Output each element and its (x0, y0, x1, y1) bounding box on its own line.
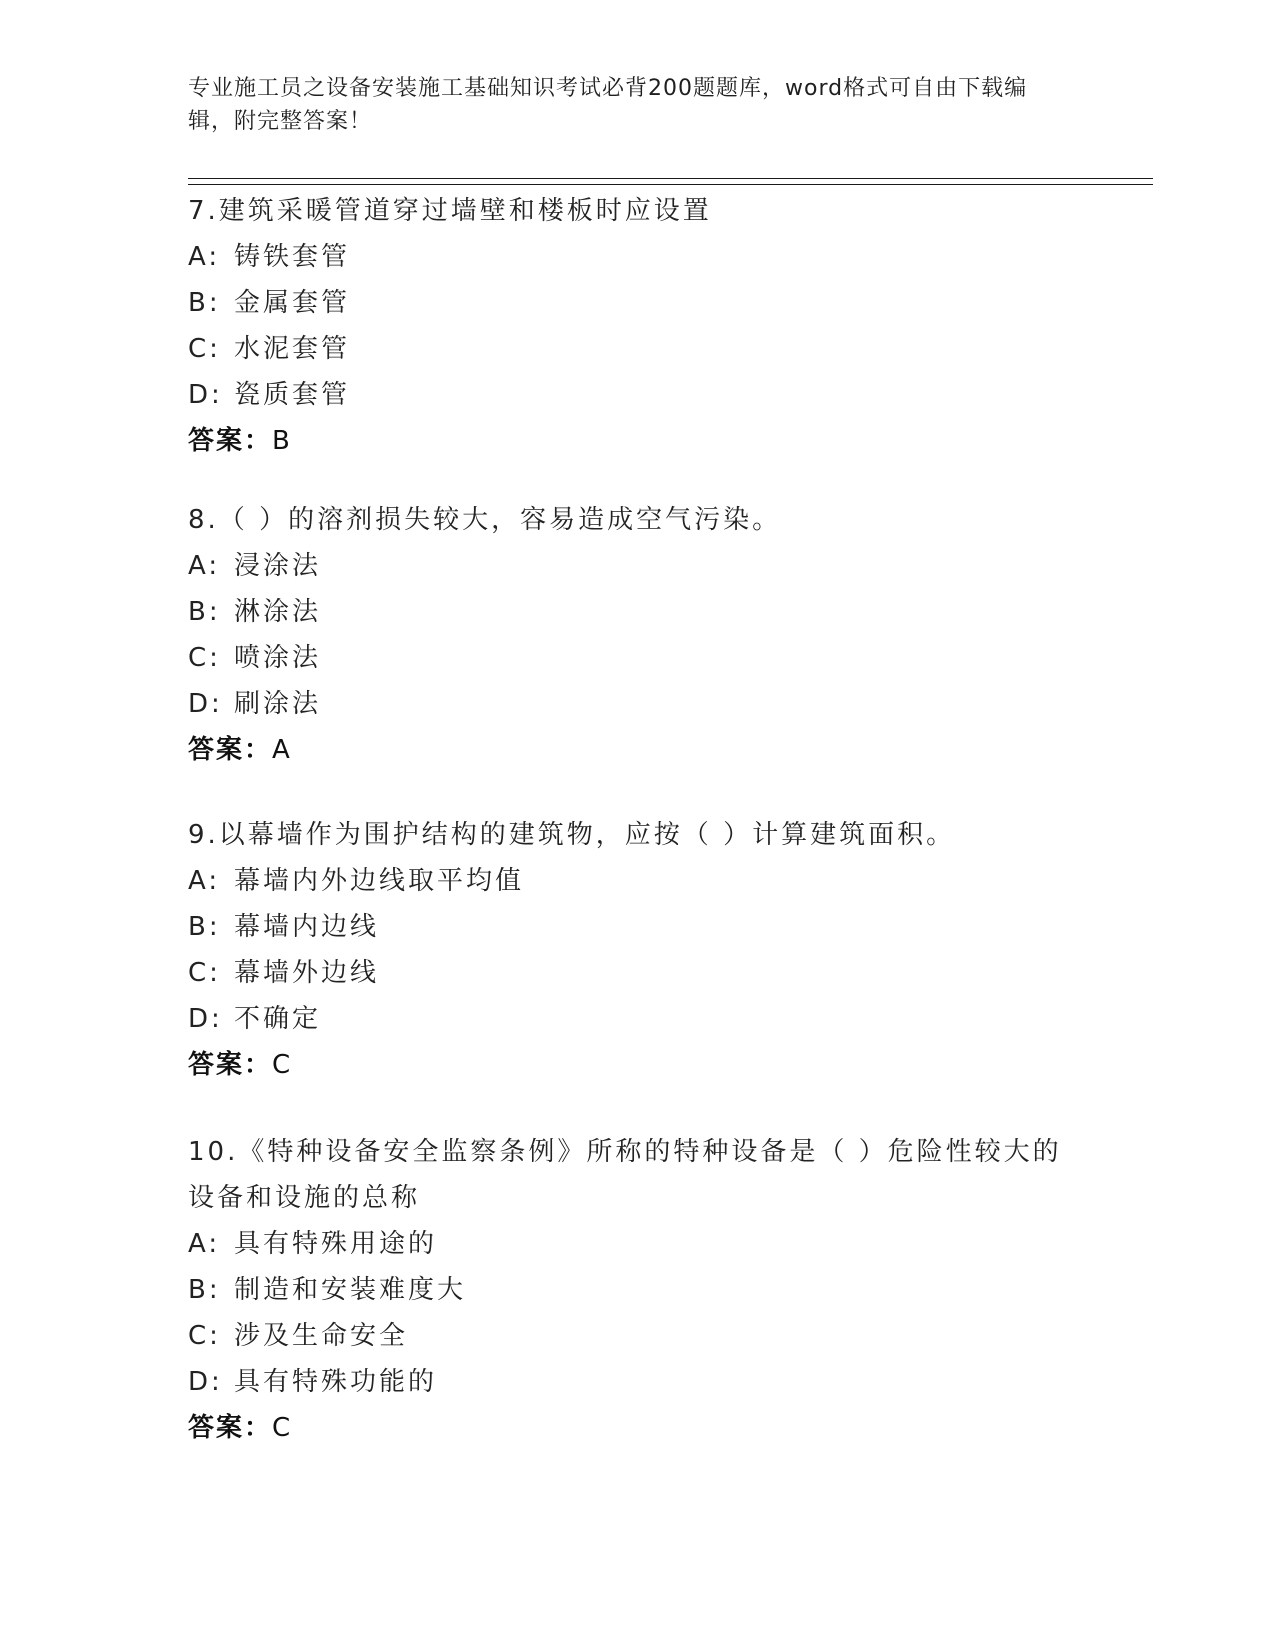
option-letter: D: (188, 380, 223, 410)
answer-line (188, 418, 1088, 464)
option-text: 具有特殊用途的 (234, 1229, 438, 1259)
answer-line (188, 727, 1088, 773)
answer-value: A (272, 735, 292, 765)
option-a (188, 543, 1088, 589)
question-block-7 (188, 188, 1088, 464)
option-text: 具有特殊功能的 (234, 1367, 438, 1397)
question-block-10 (188, 1129, 1068, 1451)
answer-line (188, 1405, 1068, 1451)
option-letter: C: (188, 1321, 221, 1351)
question-stem: 7.建筑采暖管道穿过墙壁和楼板时应设置 (188, 196, 712, 226)
option-letter: C: (188, 643, 221, 673)
option-a (188, 1221, 1068, 1267)
answer-label: 答案： (188, 426, 273, 456)
answer-label: 答案： (188, 1413, 273, 1443)
option-letter: D: (188, 689, 223, 719)
question-stem: 10.《特种设备安全监察条例》所称的特种设备是（ ）危险性较大的设备和设施的总称 (188, 1137, 1062, 1213)
option-text: 涉及生命安全 (234, 1321, 409, 1351)
answer-value: C (272, 1413, 293, 1443)
option-b (188, 589, 1088, 635)
option-text: 淋涂法 (234, 597, 322, 627)
document-header: 专业施工员之设备安装施工基础知识考试必背200题题库，word格式可自由下载编辑，附完整答案！ (188, 76, 1028, 134)
option-letter: B: (188, 1275, 221, 1305)
question-block-8 (188, 497, 1088, 773)
option-c (188, 635, 1088, 681)
option-b (188, 1267, 1068, 1313)
question-stem: 8.（ ）的溶剂损失较大，容易造成空气污染。 (188, 505, 782, 535)
answer-label: 答案： (188, 735, 273, 765)
option-text: 喷涂法 (234, 643, 322, 673)
option-text: 瓷质套管 (234, 380, 351, 410)
option-text: 幕墙外边线 (234, 958, 380, 988)
answer-label: 答案： (188, 1050, 273, 1080)
option-c (188, 950, 1088, 996)
option-letter: A: (188, 242, 221, 272)
option-d (188, 681, 1088, 727)
option-letter: D: (188, 1367, 223, 1397)
option-c (188, 326, 1088, 372)
option-text: 不确定 (234, 1004, 322, 1034)
option-text: 铸铁套管 (234, 242, 351, 272)
option-letter: C: (188, 334, 221, 364)
option-text: 幕墙内外边线取平均值 (234, 866, 525, 896)
question-stem: 9.以幕墙作为围护结构的建筑物，应按（ ）计算建筑面积。 (188, 820, 956, 850)
option-text: 刷涂法 (234, 689, 322, 719)
option-letter: B: (188, 912, 221, 942)
option-d (188, 1359, 1068, 1405)
option-text: 水泥套管 (234, 334, 351, 364)
answer-value: C (272, 1050, 293, 1080)
answer-value: B (272, 426, 292, 456)
option-letter: A: (188, 551, 221, 581)
option-b (188, 904, 1088, 950)
option-letter: A: (188, 866, 221, 896)
option-letter: B: (188, 597, 221, 627)
option-d (188, 372, 1088, 418)
option-letter: A: (188, 1229, 221, 1259)
option-text: 金属套管 (234, 288, 351, 318)
option-a (188, 234, 1088, 280)
option-text: 制造和安装难度大 (234, 1275, 467, 1305)
option-a (188, 858, 1088, 904)
option-text: 浸涂法 (234, 551, 322, 581)
header-divider-bottom (188, 184, 1153, 185)
option-text: 幕墙内边线 (234, 912, 380, 942)
option-letter: D: (188, 1004, 223, 1034)
question-block-9 (188, 812, 1088, 1088)
option-letter: C: (188, 958, 221, 988)
header-divider-top (188, 178, 1153, 179)
option-d (188, 996, 1088, 1042)
answer-line (188, 1042, 1088, 1088)
option-letter: B: (188, 288, 221, 318)
option-b (188, 280, 1088, 326)
option-c (188, 1313, 1068, 1359)
